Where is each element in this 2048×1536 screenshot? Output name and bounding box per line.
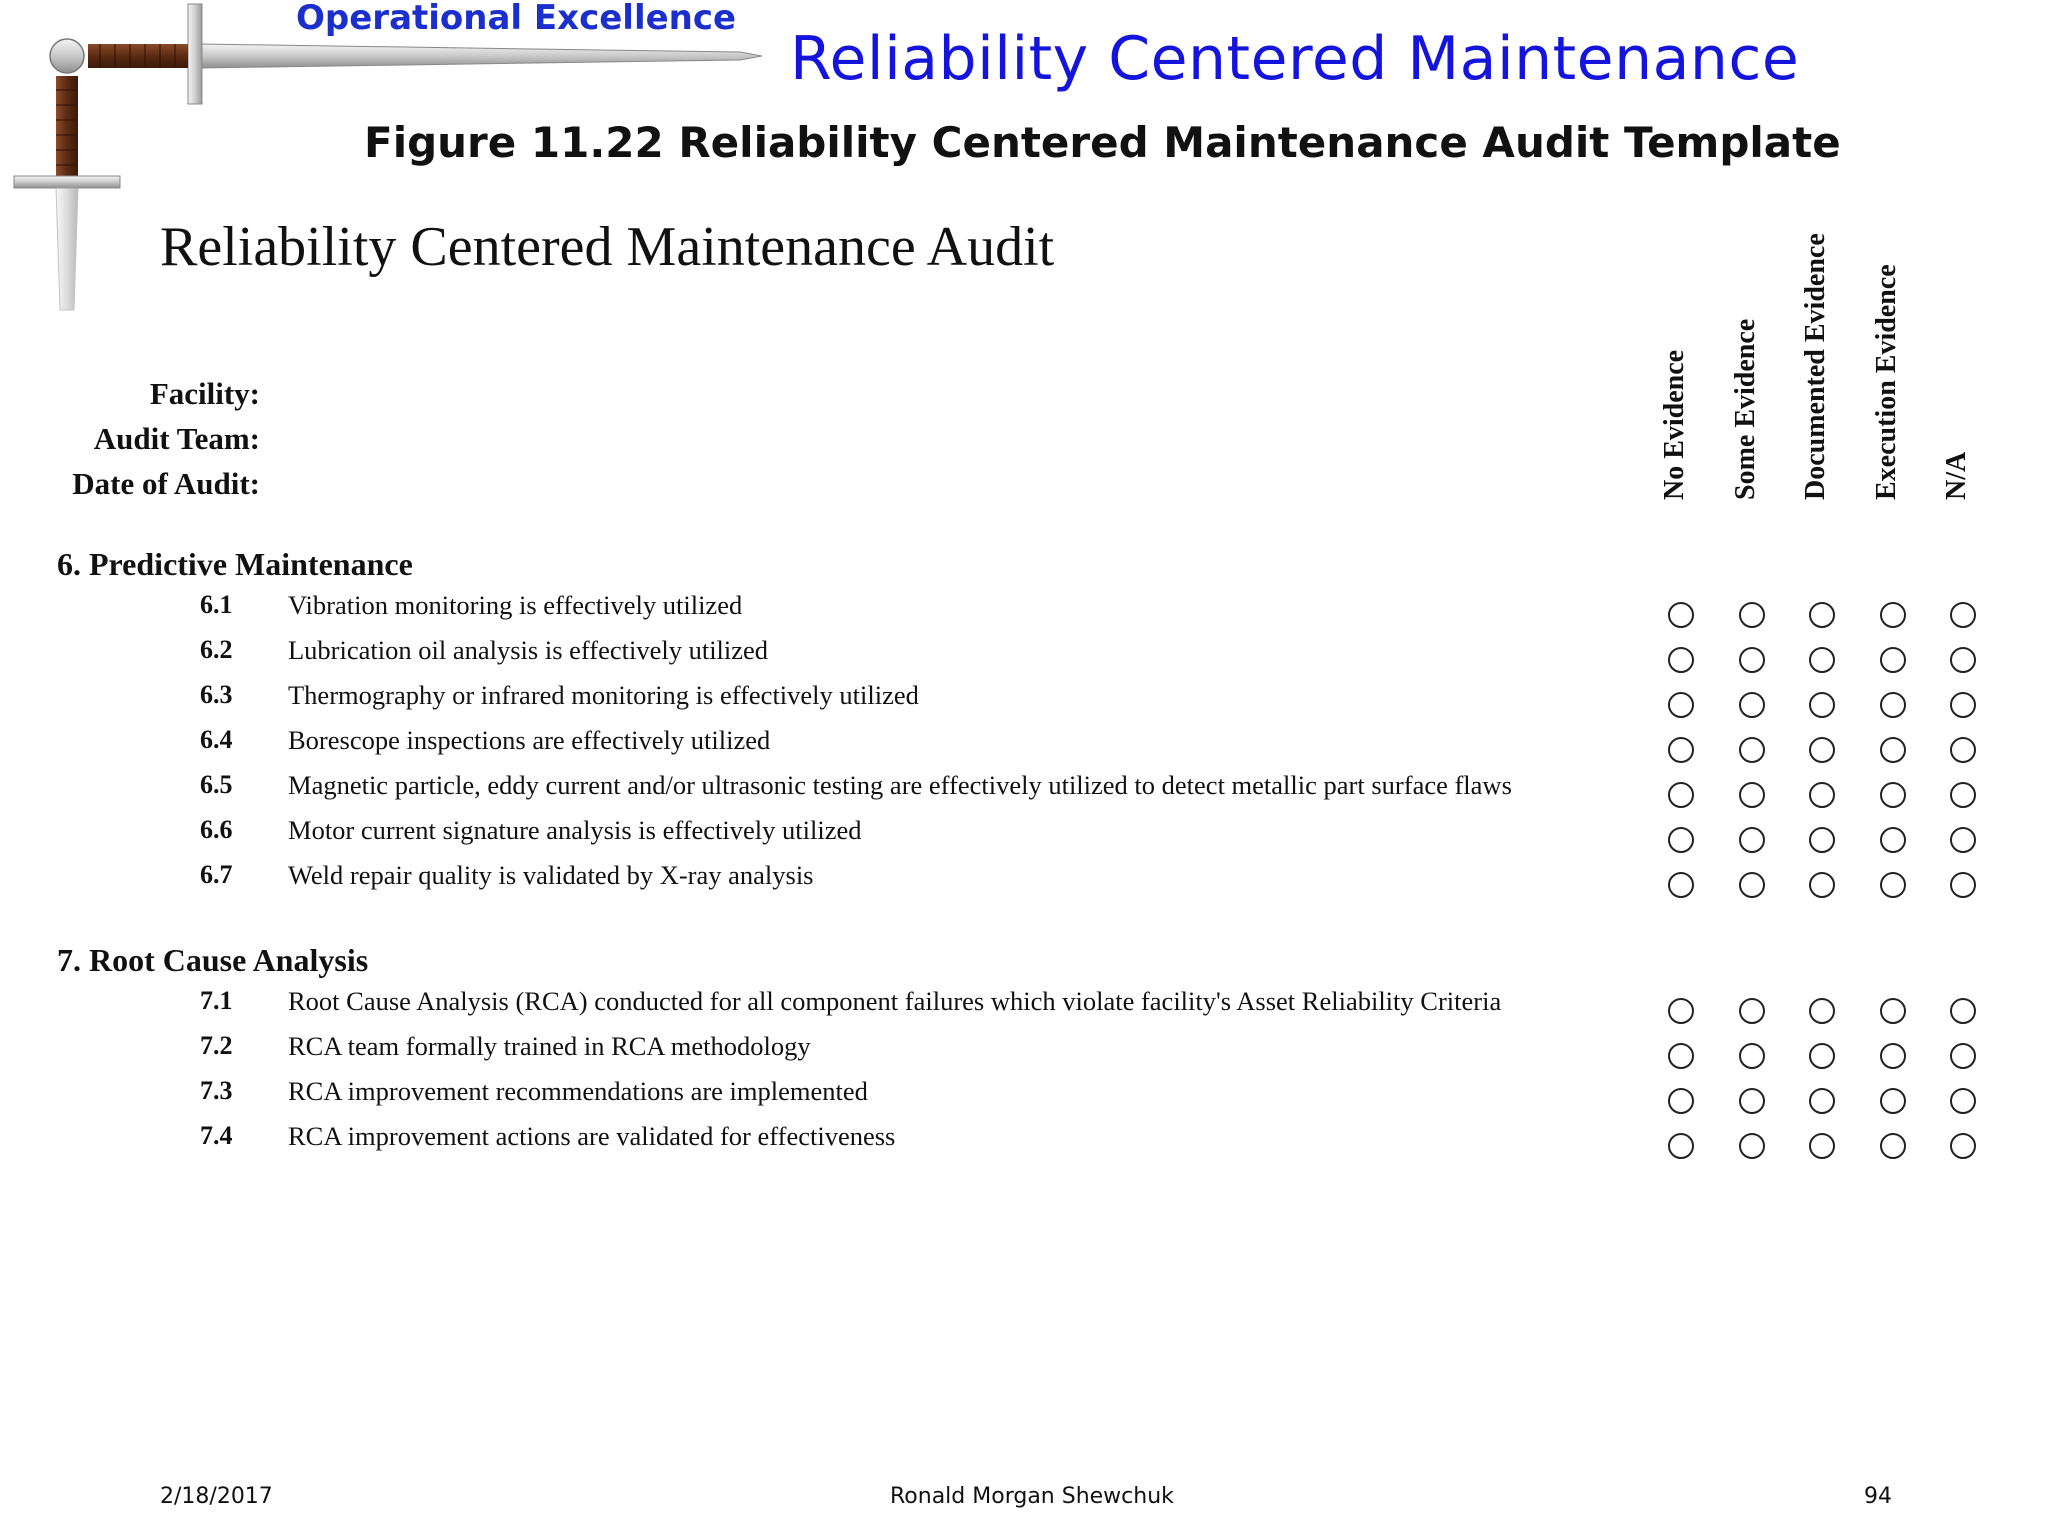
radio-na[interactable] bbox=[1950, 692, 1976, 718]
item-text: Weld repair quality is validated by X-ray analysis bbox=[288, 860, 814, 890]
radio-execution-evidence[interactable] bbox=[1880, 1043, 1906, 1069]
radio-execution-evidence[interactable] bbox=[1880, 602, 1906, 628]
item-text: Borescope inspections are effectively utilized bbox=[288, 725, 771, 755]
column-header-no-evidence: No Evidence bbox=[1659, 349, 1690, 500]
radio-some-evidence[interactable] bbox=[1739, 602, 1765, 628]
item-number: 6.2 bbox=[200, 635, 233, 664]
item-text: Motor current signature analysis is effectively utilized bbox=[288, 815, 862, 845]
radio-execution-evidence[interactable] bbox=[1880, 692, 1906, 718]
radio-documented-evidence[interactable] bbox=[1809, 872, 1835, 898]
audit-item-row bbox=[0, 680, 2048, 725]
radio-some-evidence[interactable] bbox=[1739, 872, 1765, 898]
audit-item-row bbox=[0, 815, 2048, 860]
item-text: RCA improvement recommendations are implemented bbox=[288, 1076, 868, 1106]
section-title-predictive-maintenance: 6. Predictive Maintenance bbox=[57, 546, 413, 582]
radio-na[interactable] bbox=[1950, 1043, 1976, 1069]
radio-no-evidence[interactable] bbox=[1668, 647, 1694, 673]
radio-some-evidence[interactable] bbox=[1739, 1088, 1765, 1114]
brand-name: Operational Excellence bbox=[296, 0, 737, 38]
radio-documented-evidence[interactable] bbox=[1809, 647, 1835, 673]
audit-item-row bbox=[0, 770, 2048, 815]
radio-no-evidence[interactable] bbox=[1668, 737, 1694, 763]
column-header-execution-evidence: Execution Evidence bbox=[1871, 264, 1902, 500]
figure-caption: Figure 11.22 Reliability Centered Maintenance Audit Template bbox=[364, 118, 1841, 167]
radio-no-evidence[interactable] bbox=[1668, 998, 1694, 1024]
radio-documented-evidence[interactable] bbox=[1809, 782, 1835, 808]
radio-documented-evidence[interactable] bbox=[1809, 1133, 1835, 1159]
audit-item-row bbox=[0, 1076, 2048, 1121]
radio-some-evidence[interactable] bbox=[1739, 1043, 1765, 1069]
audit-item-row bbox=[0, 1121, 2048, 1166]
item-number: 6.1 bbox=[200, 590, 233, 619]
column-header-documented-evidence: Documented Evidence bbox=[1800, 233, 1831, 500]
item-number: 7.4 bbox=[200, 1121, 233, 1150]
radio-execution-evidence[interactable] bbox=[1880, 1088, 1906, 1114]
radio-execution-evidence[interactable] bbox=[1880, 827, 1906, 853]
radio-execution-evidence[interactable] bbox=[1880, 782, 1906, 808]
radio-some-evidence[interactable] bbox=[1739, 692, 1765, 718]
radio-some-evidence[interactable] bbox=[1739, 1133, 1765, 1159]
item-text: Vibration monitoring is effectively utilized bbox=[288, 590, 743, 620]
item-text: Root Cause Analysis (RCA) conducted for all component failures which violate facility's Asset Reliability Criteria bbox=[288, 986, 1502, 1016]
radio-documented-evidence[interactable] bbox=[1809, 1043, 1835, 1069]
radio-some-evidence[interactable] bbox=[1739, 998, 1765, 1024]
radio-some-evidence[interactable] bbox=[1739, 827, 1765, 853]
footer-date: 2/18/2017 bbox=[160, 1484, 273, 1509]
column-header-some-evidence: Some Evidence bbox=[1730, 318, 1761, 500]
radio-documented-evidence[interactable] bbox=[1809, 1088, 1835, 1114]
radio-na[interactable] bbox=[1950, 602, 1976, 628]
radio-documented-evidence[interactable] bbox=[1809, 602, 1835, 628]
radio-na[interactable] bbox=[1950, 872, 1976, 898]
radio-na[interactable] bbox=[1950, 647, 1976, 673]
item-number: 7.1 bbox=[200, 986, 233, 1015]
radio-some-evidence[interactable] bbox=[1739, 647, 1765, 673]
item-text: Thermography or infrared monitoring is effectively utilized bbox=[288, 680, 919, 710]
radio-na[interactable] bbox=[1950, 998, 1976, 1024]
slide-title: Reliability Centered Maintenance bbox=[790, 24, 1800, 94]
section-title-root-cause-analysis: 7. Root Cause Analysis bbox=[57, 942, 369, 978]
item-text: RCA improvement actions are validated for effectiveness bbox=[288, 1121, 896, 1151]
item-text: Magnetic particle, eddy current and/or ultrasonic testing are effectively utilized to detect metallic part surface flaws bbox=[288, 770, 1512, 800]
footer-page-number: 94 bbox=[1864, 1484, 1892, 1509]
radio-no-evidence[interactable] bbox=[1668, 1133, 1694, 1159]
facility-label: Facility: bbox=[149, 376, 260, 411]
radio-documented-evidence[interactable] bbox=[1809, 692, 1835, 718]
item-text: RCA team formally trained in RCA methodology bbox=[288, 1031, 811, 1061]
audit-item-row bbox=[0, 635, 2048, 680]
radio-execution-evidence[interactable] bbox=[1880, 1133, 1906, 1159]
column-header-na: N/A bbox=[1941, 451, 1972, 500]
audit-date-label: Date of Audit: bbox=[72, 466, 260, 501]
item-number: 6.5 bbox=[200, 770, 233, 799]
radio-some-evidence[interactable] bbox=[1739, 782, 1765, 808]
audit-title: Reliability Centered Maintenance Audit bbox=[160, 216, 1055, 278]
radio-no-evidence[interactable] bbox=[1668, 782, 1694, 808]
item-number: 6.4 bbox=[200, 725, 233, 754]
radio-no-evidence[interactable] bbox=[1668, 1043, 1694, 1069]
radio-execution-evidence[interactable] bbox=[1880, 998, 1906, 1024]
item-number: 7.3 bbox=[200, 1076, 233, 1105]
radio-no-evidence[interactable] bbox=[1668, 1088, 1694, 1114]
radio-execution-evidence[interactable] bbox=[1880, 737, 1906, 763]
audit-item-row bbox=[0, 1031, 2048, 1076]
item-number: 6.6 bbox=[200, 815, 233, 844]
radio-no-evidence[interactable] bbox=[1668, 692, 1694, 718]
radio-no-evidence[interactable] bbox=[1668, 827, 1694, 853]
radio-no-evidence[interactable] bbox=[1668, 872, 1694, 898]
radio-na[interactable] bbox=[1950, 782, 1976, 808]
audit-item-row bbox=[0, 860, 2048, 905]
radio-na[interactable] bbox=[1950, 1133, 1976, 1159]
radio-documented-evidence[interactable] bbox=[1809, 827, 1835, 853]
radio-na[interactable] bbox=[1950, 827, 1976, 853]
item-text: Lubrication oil analysis is effectively utilized bbox=[288, 635, 769, 665]
radio-execution-evidence[interactable] bbox=[1880, 647, 1906, 673]
radio-no-evidence[interactable] bbox=[1668, 602, 1694, 628]
item-number: 6.7 bbox=[200, 860, 233, 889]
footer-author: Ronald Morgan Shewchuk bbox=[890, 1484, 1174, 1509]
radio-na[interactable] bbox=[1950, 737, 1976, 763]
radio-documented-evidence[interactable] bbox=[1809, 998, 1835, 1024]
audit-item-row bbox=[0, 590, 2048, 635]
item-number: 6.3 bbox=[200, 680, 233, 709]
audit-item-row bbox=[0, 986, 2048, 1031]
radio-some-evidence[interactable] bbox=[1739, 737, 1765, 763]
radio-documented-evidence[interactable] bbox=[1809, 737, 1835, 763]
radio-execution-evidence[interactable] bbox=[1880, 872, 1906, 898]
radio-na[interactable] bbox=[1950, 1088, 1976, 1114]
item-number: 7.2 bbox=[200, 1031, 233, 1060]
audit-team-label: Audit Team: bbox=[93, 421, 260, 456]
audit-item-row bbox=[0, 725, 2048, 770]
